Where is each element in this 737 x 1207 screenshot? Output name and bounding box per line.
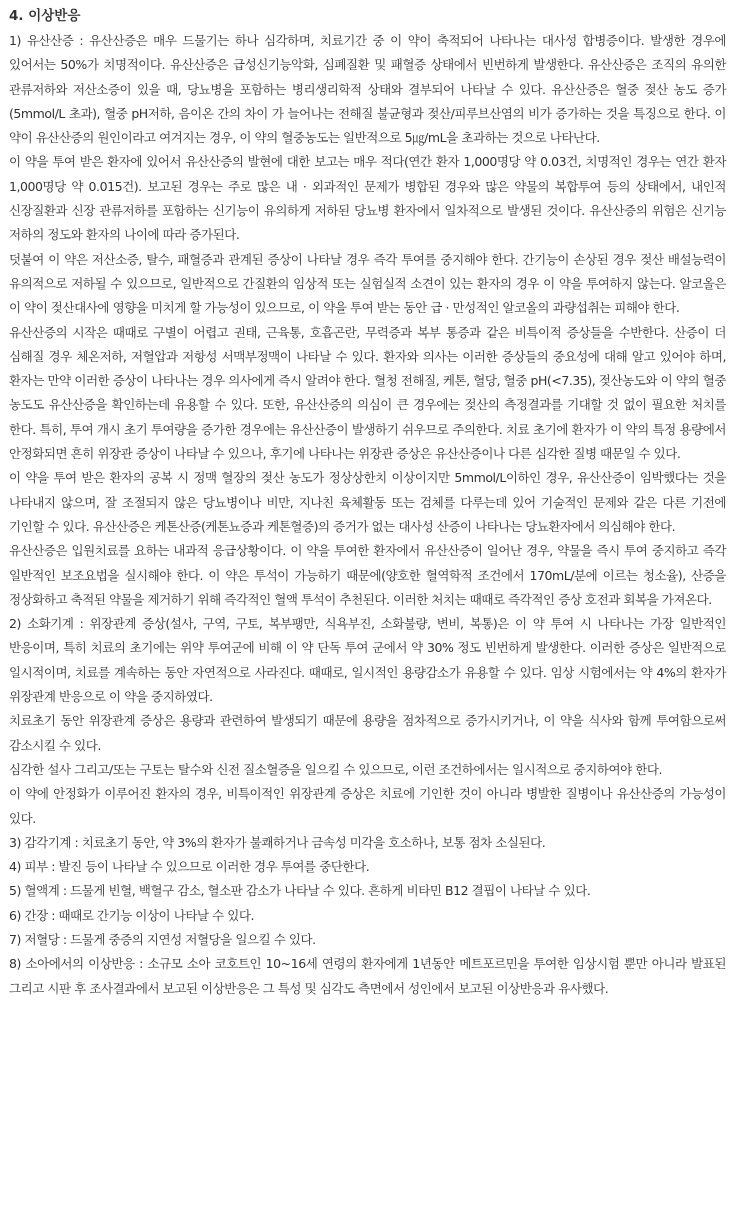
paragraph-lactic-acidosis-contraindication: 덧붙여 이 약은 저산소증, 탈수, 패혈증과 관계된 증상이 나타날 경우 즉각 투여를 중지해야 한다. 간기능이 손상된 경우 젖산 배설능력이 유의적으로 저하될 수 있으므로, 일반적으로 간질환의 임상적 또는 실험실적 소견이 있는 환자의 경우 이 약을 투여하지 않는다. 알코올은 이 약이 젖산대사에 영향을 미치게 할 가능성이 있으므로, 이 약을 투여 받는 동안 급 · 만성적인 알코올의 과량섭취는 피해야 한다.	[9, 251, 726, 316]
paragraph-gastrointestinal-diarrhea: 심각한 설사 그리고/또는 구토는 탈수와 신전 질소혈증을 일으킬 수 있으므로, 이런 조건하에서는 일시적으로 중지하여야 한다.	[9, 761, 663, 777]
paragraph-lactic-acidosis-intro: 1) 유산산증 : 유산산증은 매우 드물기는 하나 심각하며, 치료기간 중 이 약이 축적되어 나타나는 대사성 합병증이다. 발생한 경우에 있어서는 50%가 치명적이다. 유산산증은 급성신기능악화, 심폐질환 및 패혈증 상태에서 빈번하게 발생한다. 유산산증은 조직의 유의한 관류저하와 저산소증이 있을 때, 당뇨병을 포함하는 병리생리학적 상태와 결부되어 나타날 수 있다. 유산산증은 혈중 젖산 농도 증가(5mmol/L 초과), 혈중 pH저하, 음이온 간의 차이 가 늘어나는 전해질 불균형과 젖산/피루브산염의 비가 증가하는 것을 특징으로 한다. 이 약이 유산산증의 원인이라고 여겨지는 경우, 이 약의 혈중농도는 일반적으로 5㎍/mL을 초과하는 것으로 나타난다.	[9, 33, 726, 146]
paragraph-lactic-acidosis-incidence: 이 약을 투여 받은 환자에 있어서 유산산증의 발현에 대한 보고는 매우 적다(연간 환자 1,000명당 약 0.03건, 치명적인 경우는 연간 환자 1,000명당 약 0.015건). 보고된 경우는 주로 많은 내 · 외과적인 문제가 병합된 경우와 많은 약물의 복합투여 등의 상태에서, 내인적 신장질환과 신장 관류저하를 포함하는 신기능이 유의하게 저하된 당뇨병 환자에서 일차적으로 발생된 것이다. 유산산증의 위험은 신기능 저하의 정도와 환자의 나이에 따라 증가된다.	[9, 154, 726, 243]
paragraph-skin: 4) 피부 : 발진 등이 나타날 수 있으므로 이러한 경우 투여를 중단한다.	[9, 859, 370, 875]
paragraph-pediatric: 8) 소아에서의 이상반응 : 소규모 소아 코호트인 10~16세 연령의 환자에게 1년동안 메트포르민을 투여한 임상시험 뿐만 아니라 발표된 그리고 시판 후 조사결과에서 보고된 이상반응은 그 특성 및 심각도 측면에서 성인에서 보고된 이상반응과 유사했다.	[9, 956, 726, 996]
paragraph-blood: 5) 혈액계 : 드물게 빈혈, 백혈구 감소, 혈소판 감소가 나타날 수 있다. 흔하게 비타민 B12 결핍이 나타날 수 있다.	[9, 883, 591, 899]
paragraph-lactic-acidosis-treatment: 유산산증은 입원치료를 요하는 내과적 응급상황이다. 이 약을 투여한 환자에서 유산산증이 일어난 경우, 약물을 즉시 투여 중지하고 즉각 일반적인 보조요법을 실시해야 한다. 이 약은 투석이 가능하기 때문에(양호한 혈역학적 조건에서 170mL/분에 이르는 청소율), 산증을 정상화하고 축적된 약물을 제거하기 위해 즉각적인 혈액 투석이 추천된다. 이러한 처치는 때때로 즉각적인 증상 호전과 회복을 가져온다.	[9, 543, 726, 607]
paragraph-gastrointestinal: 2) 소화기계 : 위장관계 증상(설사, 구역, 구토, 복부팽만, 식욕부진, 소화불량, 변비, 복통)은 이 약 투여 시 나타나는 가장 일반적인 반응이며, 특히 치료의 초기에는 위약 투여군에 비해 이 약 단독 투여 군에서 약 30% 정도 빈번하게 발생한다. 이러한 증상은 일반적으로 일시적이며, 치료를 계속하는 동안 자연적으로 사라진다. 때때로, 일시적인 용량감소가 유용할 수 있다. 임상 시험에서는 약 4%의 환자가 위장관계 반응으로 이 약을 중지하였다.	[9, 616, 726, 705]
paragraph-sensory: 3) 감각기계 : 치료초기 동안, 약 3%의 환자가 불쾌하거나 금속성 미각을 호소하나, 보통 점차 소실된다.	[9, 834, 546, 850]
paragraph-hypoglycemia: 7) 저혈당 : 드물게 중증의 지연성 저혈당을 일으킬 수 있다.	[9, 931, 316, 947]
paragraph-gastrointestinal-stabilized: 이 약에 안정화가 이루어진 환자의 경우, 비특이적인 위장관계 증상은 치료에 기인한 것이 아니라 병발한 질병이나 유산산증의 가능성이 있다.	[9, 786, 726, 826]
paragraph-lactic-acidosis-symptoms: 유산산증의 시작은 때때로 구별이 어렵고 권태, 근육통, 호흡곤란, 무력증과 복부 통증과 같은 비특이적 증상들을 수반한다. 산증이 더 심해질 경우 체온저하, 저혈압과 저항성 서맥부정맥이 나타날 수 있다. 환자와 의사는 이러한 증상들의 중요성에 대해 알고 있어야 하며, 환자는 만약 이러한 증상이 나타나는 경우 의사에게 즉시 알려야 한다. 혈청 전해질, 케톤, 혈당, 혈중 pH(<7.35), 젖산농도와 이 약의 혈중 농도도 유산산증을 확인하는데 유용할 수 있다. 또한, 유산산증의 의심이 큰 경우에는 젖산의 측정결과를 기대할 것 없이 필요한 처치를 한다. 특히, 투여 개시 초기 투여량을 증가한 경우에는 유산산증이 발생하기 쉬우므로 주의한다. 치료 초기에 환자가 이 약의 특정 용량에서 안정화되면 흔히 위장관 증상이 나타날 수 있으나, 후기에 나타나는 위장관 증상은 유산산증이나 다른 심각한 질병 때문일 수 있다.	[9, 324, 726, 462]
paragraph-lactic-acidosis-lactate-level: 이 약을 투여 받은 환자의 공복 시 정맥 혈장의 젖산 농도가 정상상한치 이상이지만 5mmol/L이하인 경우, 유산산증이 임박했다는 것을 나타내지 않으며, 잘 조절되지 않은 당뇨병이나 비만, 지나친 육체활동 또는 검체를 다루는데 있어 기술적인 문제와 같은 다른 기전에 기인할 수 있다. 유산산증은 케톤산증(케톤뇨증과 케톤혈증)의 증거가 없는 대사성 산증이 나타나는 당뇨환자에서 의심해야 한다.	[9, 470, 726, 534]
section-title: 4. 이상반응	[9, 8, 81, 24]
paragraph-gastrointestinal-dose: 치료초기 동안 위장관계 증상은 용량과 관련하여 발생되기 때문에 용량을 점차적으로 증가시키거나, 이 약을 식사와 함께 투여함으로써 감소시킬 수 있다.	[9, 713, 726, 753]
paragraph-liver: 6) 간장 : 때때로 간기능 이상이 나타날 수 있다.	[9, 907, 255, 923]
